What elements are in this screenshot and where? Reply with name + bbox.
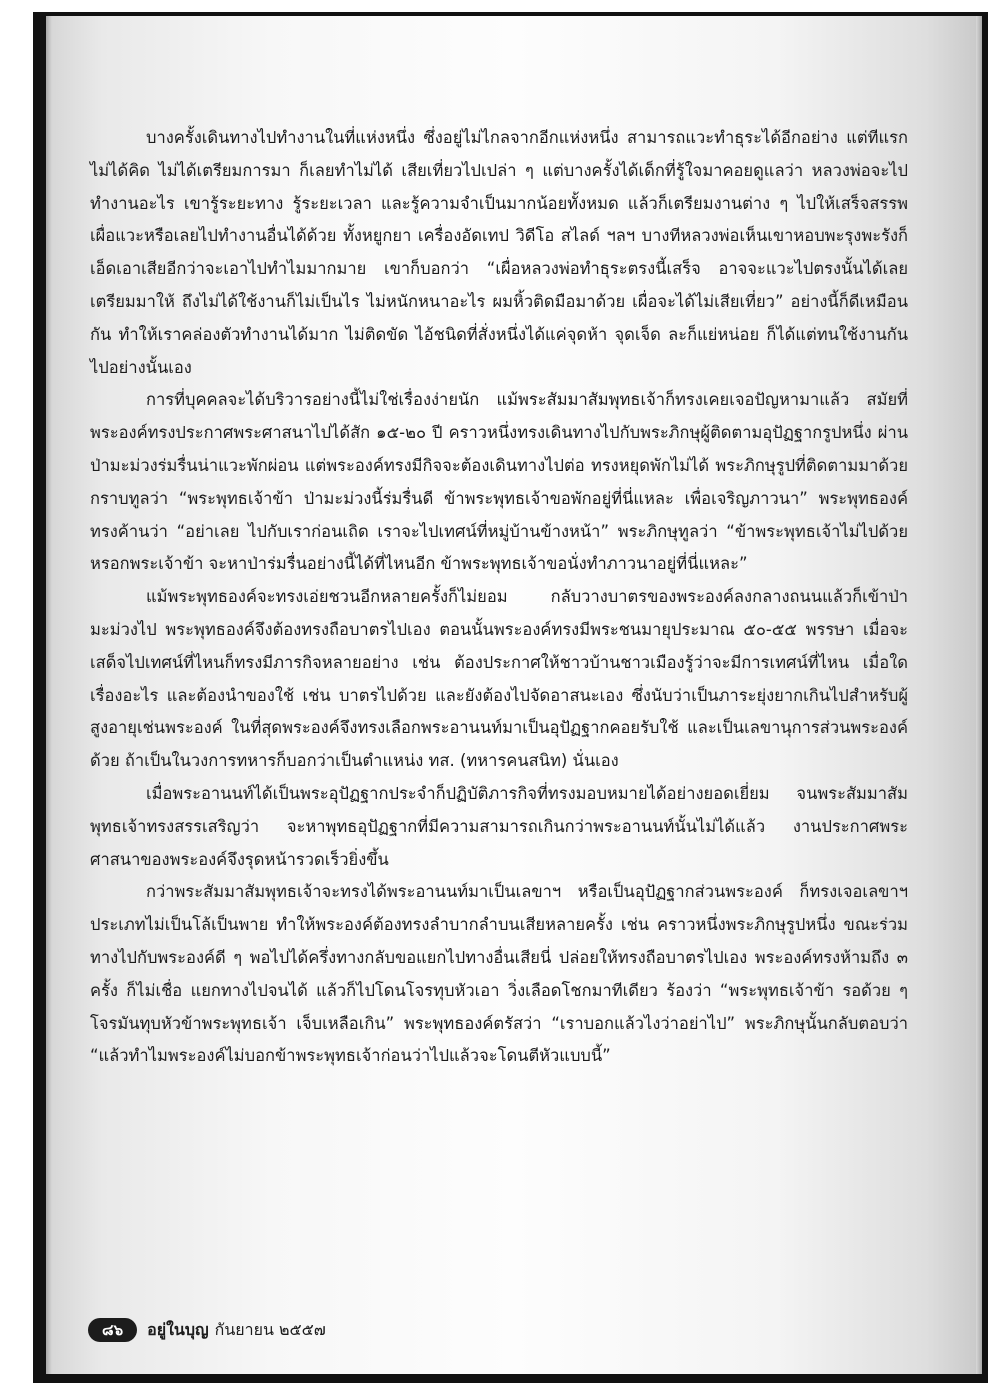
page-footer bbox=[88, 1317, 326, 1343]
issue-date: กันยายน ๒๕๕๗ bbox=[214, 1319, 326, 1339]
paragraph-1: บางครั้งเดินทางไปทำงานในที่แห่งหนึ่ง ซึ่งอยู่ไม่ไกลจากอีกแห่งหนึ่ง สามารถแวะทำธุระได้อีกอย่าง แต่ทีแรกไม่ได้คิด ไม่ได้เตรียมการมา ก็เลยทำไม่ได้ เสียเที่ยวไปเปล่า ๆ แต่บางครั้งได้เด็กที่รู้ใจมาคอยดูแลว่า หลวงพ่อจะไปทำงานอะไร เขารู้ระยะทาง รู้ระยะเวลา และรู้ความจำเป็นมากน้อยทั้งหมด แล้วก็เตรียมงานต่าง ๆ ไปให้เสร็จสรรพ เผื่อแวะหรือเลยไปทำงานอื่นได้ด้วย ทั้งหยูกยา เครื่องอัดเทป วิดีโอ สไลด์ ฯลฯ บางทีหลวงพ่อเห็นเขาหอบพะรุงพะรังก็เอ็ดเอาเสียอีกว่าจะเอาไปทำไมมากมาย เขาก็บอกว่า “เผื่อหลวงพ่อทำธุระตรงนี้เสร็จ อาจจะแวะไปตรงนั้นได้เลยเตรียมมาให้ ถึงไม่ได้ใช้งานก็ไม่เป็นไร ไม่หนักหนาอะไร ผมหิ้วติดมือมาด้วย เผื่อจะได้ไม่เสียเที่ยว” อย่างนี้ก็ดีเหมือนกัน ทำให้เราคล่องตัวทำงานได้มาก ไม่ติดขัด ไอ้ชนิดที่สั่งหนึ่งได้แค่จุดห้า จุดเจ็ด ละก็แย่หน่อย ก็ได้แต่ทนใช้งานกันไปอย่างนั้นเอง bbox=[90, 128, 908, 377]
article-body bbox=[90, 122, 908, 1073]
paragraph-2: การที่บุคคลจะได้บริวารอย่างนี้ไม่ใช่เรื่องง่ายนัก แม้พระสัมมาสัมพุทธเจ้าก็ทรงเคยเจอปัญหามาแล้ว สมัยที่พระองค์ทรงประกาศพระศาสนาไปได้สัก ๑๕-๒๐ ปี คราวหนึ่งทรงเดินทางไปกับพระภิกษุผู้ติดตามอุปัฏฐากรูปหนึ่ง ผ่านป่ามะม่วงร่มรื่นน่าแวะพักผ่อน แต่พระองค์ทรงมีกิจจะต้องเดินทางไปต่อ ทรงหยุดพักไม่ได้ พระภิกษุรูปที่ติดตามมาด้วยกราบทูลว่า “พระพุทธเจ้าข้า ป่ามะม่วงนี้ร่มรื่นดี ข้าพระพุทธเจ้าขอพักอยู่ที่นี่แหละ เพื่อเจริญภาวนา” พระพุทธองค์ทรงค้านว่า “อย่าเลย ไปกับเราก่อนเถิด เราจะไปเทศน์ที่หมู่บ้านข้างหน้า” พระภิกษุทูลว่า “ข้าพระพุทธเจ้าไม่ไปด้วยหรอกพระเจ้าข้า จะหาป่าร่มรื่นอย่างนี้ได้ที่ไหนอีก ข้าพระพุทธเจ้าขอนั่งทำภาวนาอยู่ที่นี่แหละ” bbox=[90, 390, 908, 574]
paragraph-4: เมื่อพระอานนท์ได้เป็นพระอุปัฏฐากประจำก็ปฏิบัติภารกิจที่ทรงมอบหมายได้อย่างยอดเยี่ยม จนพระสัมมาสัมพุทธเจ้าทรงสรรเสริญว่า จะหาพุทธอุปัฏฐากที่มีความสามารถเกินกว่าพระอานนท์นั้นไม่ได้แล้ว งานประกาศพระศาสนาของพระองค์จึงรุดหน้ารวดเร็วยิ่งขึ้น bbox=[90, 783, 908, 869]
paragraph-3: แม้พระพุทธองค์จะทรงเอ่ยชวนอีกหลายครั้งก็ไม่ยอม กลับวางบาตรของพระองค์ลงกลางถนนแล้วก็เข้าป่ามะม่วงไป พระพุทธองค์จึงต้องทรงถือบาตรไปเอง ตอนนั้นพระองค์ทรงมีพระชนมายุประมาณ ๕๐-๕๕ พรรษา เมื่อจะเสด็จไปเทศน์ที่ไหนก็ทรงมีภารกิจหลายอย่าง เช่น ต้องประกาศให้ชาวบ้านชาวเมืองรู้ว่าจะมีการเทศน์ที่ไหน เมื่อใด เรื่องอะไร และต้องนำของใช้ เช่น บาตรไปด้วย และยังต้องไปจัดอาสนะเอง ซึ่งนับว่าเป็นภาระยุ่งยากเกินไปสำหรับผู้สูงอายุเช่นพระองค์ ในที่สุดพระองค์จึงทรงเลือกพระอานนท์มาเป็นอุปัฏฐากคอยรับใช้ และเป็นเลขานุการส่วนพระองค์ด้วย ถ้าเป็นในวงการทหารก็บอกว่าเป็นตำแหน่ง ทส. (ทหารคนสนิท) นั่นเอง bbox=[90, 587, 908, 771]
page-edge-right bbox=[976, 16, 982, 1374]
paragraph-5: กว่าพระสัมมาสัมพุทธเจ้าจะทรงได้พระอานนท์มาเป็นเลขาฯ หรือเป็นอุปัฏฐากส่วนพระองค์ ก็ทรงเจอเลขาฯ ประเภทไม่เป็นโล้เป็นพาย ทำให้พระองค์ต้องทรงลำบากลำบนเสียหลายครั้ง เช่น คราวหนึ่งพระภิกษุรูปหนึ่ง ขณะร่วมทางไปกับพระองค์ดี ๆ พอไปได้ครึ่งทางกลับขอแยกไปทางอื่นเสียนี่ ปล่อยให้ทรงถือบาตรไปเอง พระองค์ทรงห้ามถึง ๓ ครั้ง ก็ไม่เชื่อ แยกทางไปจนได้ แล้วก็ไปโดนโจรทุบหัวเอา วิ่งเลือดโชกมาทีเดียว ร้องว่า “พระพุทธเจ้าข้า รอด้วย ๆ โจรมันทุบหัวข้าพระพุทธเจ้า เจ็บเหลือเกิน” พระพุทธองค์ตรัสว่า “เราบอกแล้วไงว่าอย่าไป” พระภิกษุนั้นกลับตอบว่า “แล้วทำไมพระองค์ไม่บอกข้าพระพุทธเจ้าก่อนว่าไปแล้วจะโดนตีหัวแบบนี้” bbox=[90, 882, 908, 1066]
page-number-badge: ๘๖ bbox=[88, 1318, 137, 1342]
page-edge-left bbox=[46, 16, 52, 1374]
magazine-name: อยู่ในบุญ bbox=[147, 1319, 209, 1339]
